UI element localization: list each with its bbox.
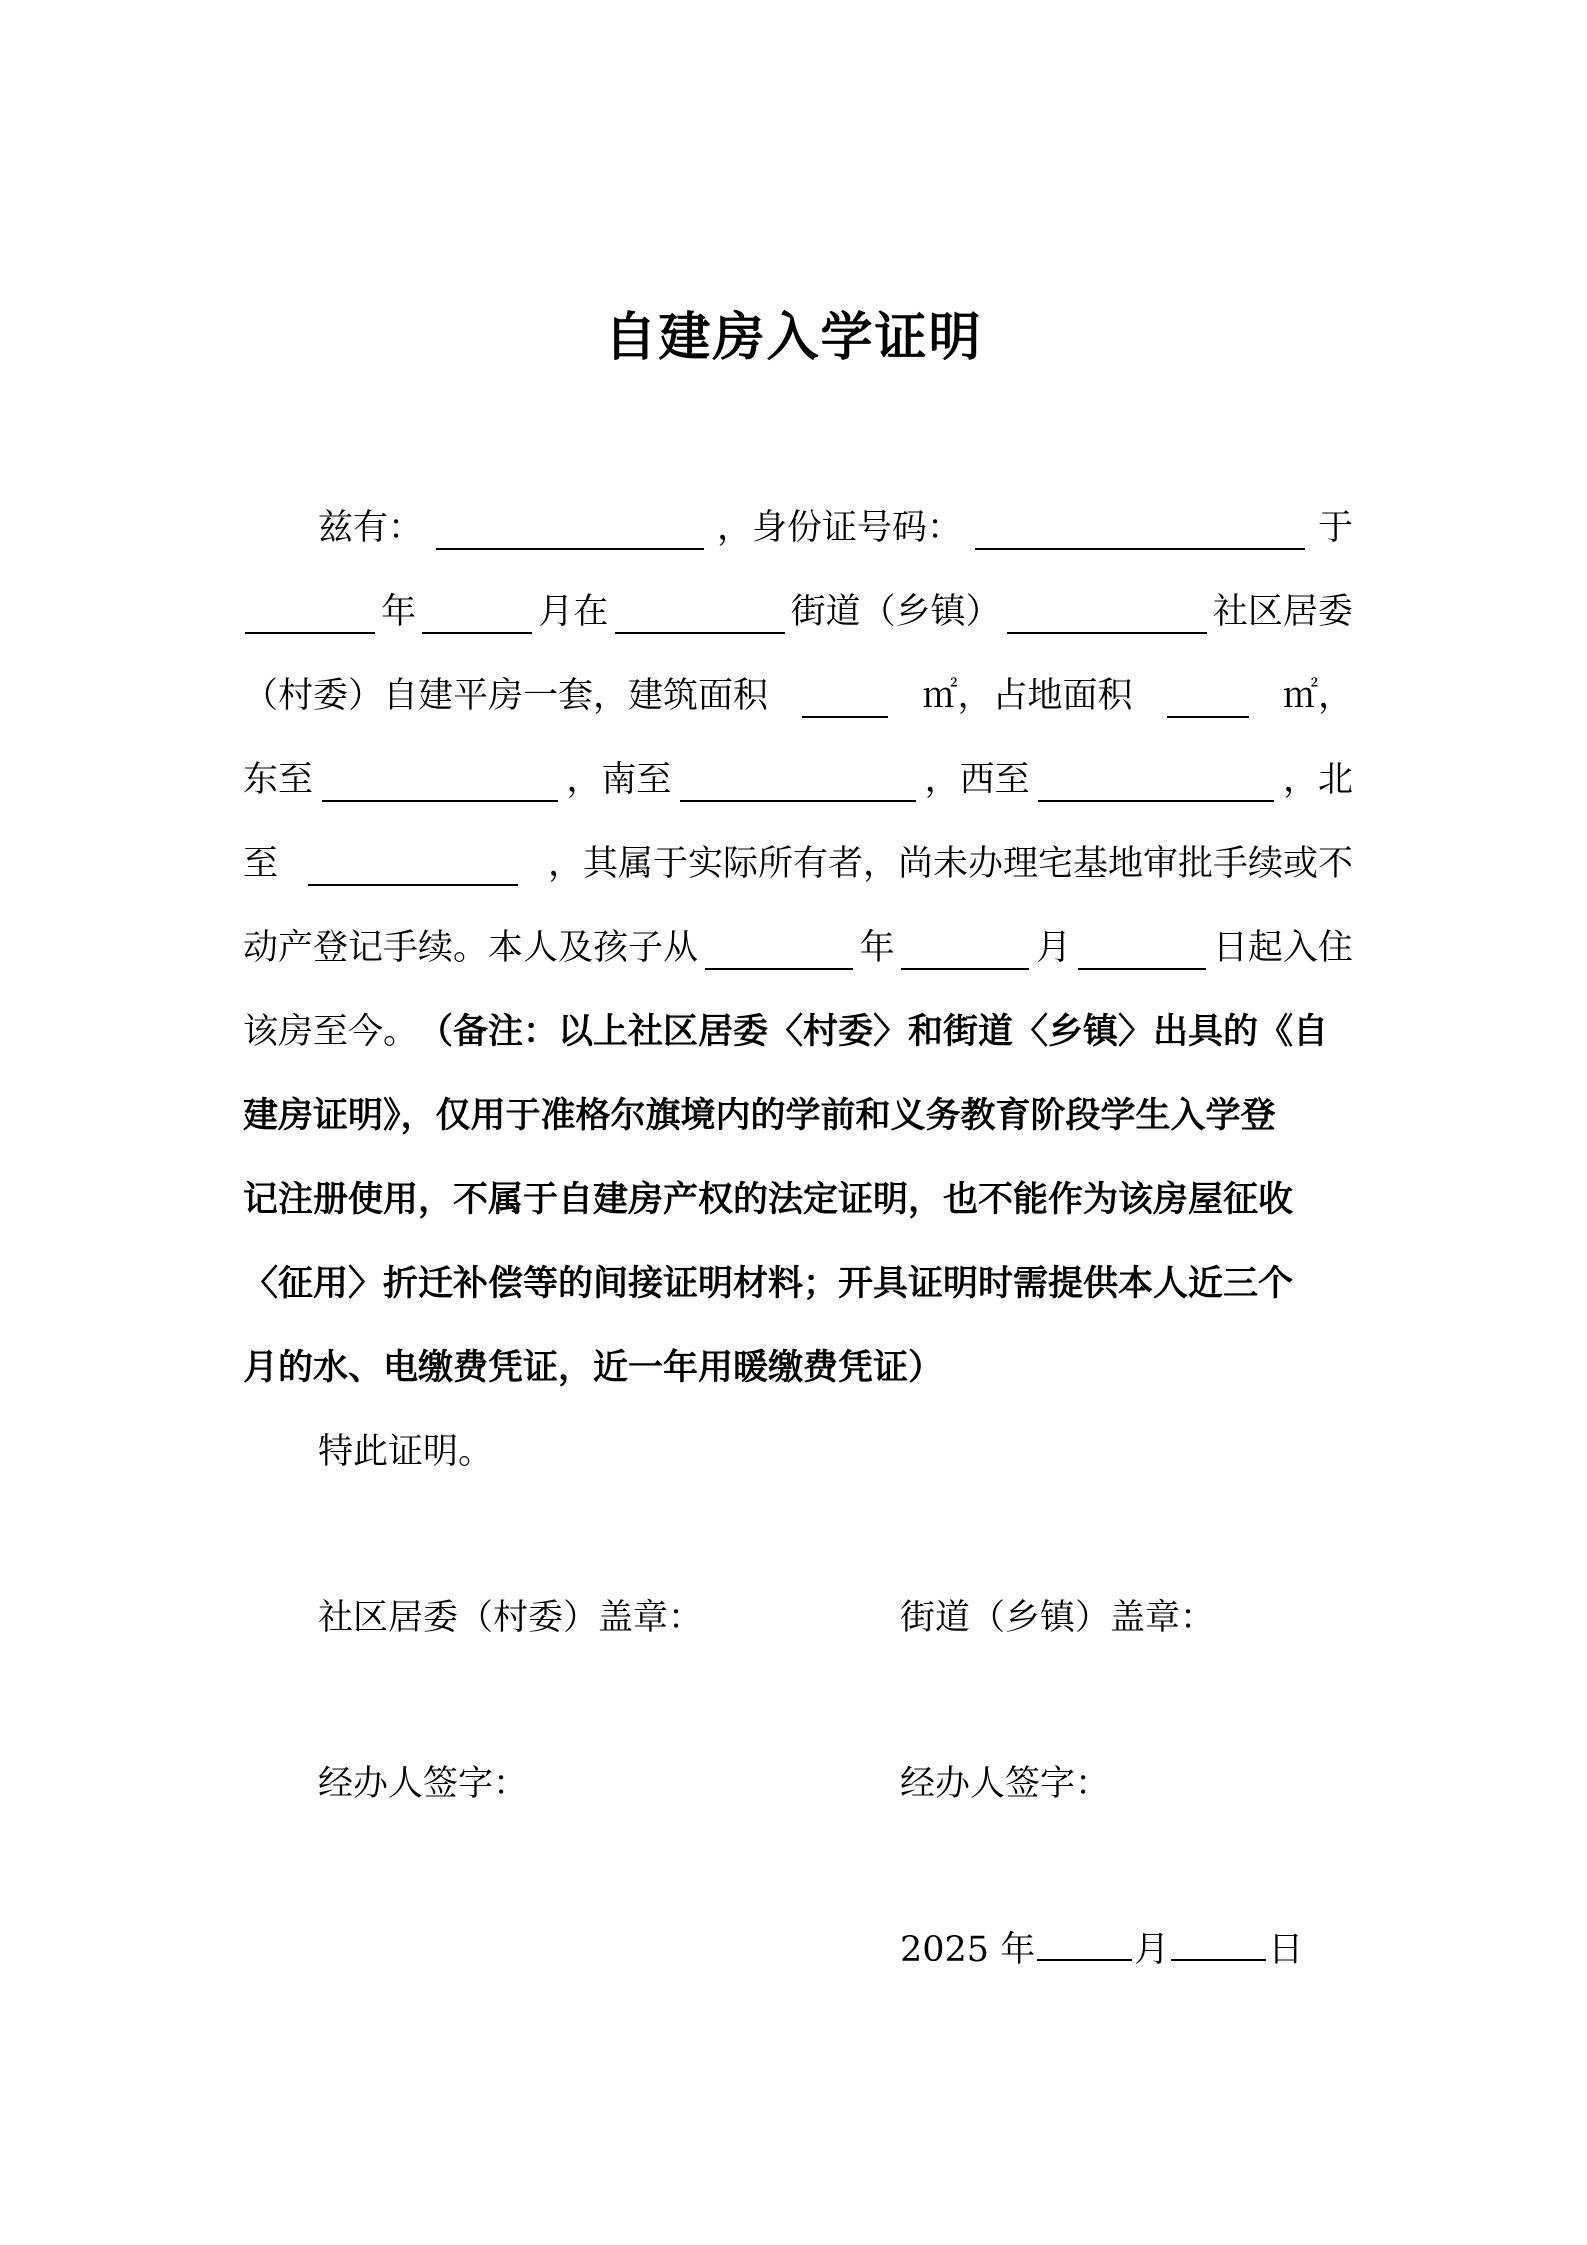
date-month-label: 月 [1134, 1930, 1170, 1970]
line-4 [243, 738, 1353, 822]
line-5 [243, 822, 1353, 906]
blank-build-month[interactable] [422, 590, 532, 634]
blank-street[interactable] [615, 590, 785, 634]
label-to: 至 [243, 844, 279, 884]
text-until-now: 该房至今。 [243, 1012, 419, 1052]
label-move-year: 年 [859, 928, 895, 968]
blank-move-day[interactable] [1078, 926, 1206, 970]
note-line-1: 建房证明》，仅用于准格尔旗境内的学前和义务教育阶段学生入学登 [243, 1096, 1276, 1136]
blank-south[interactable] [680, 758, 916, 802]
label-move-day: 日起入住 [1212, 928, 1353, 968]
label-east: 东至 [243, 760, 314, 800]
date-line [900, 1908, 1303, 1992]
line-6 [243, 906, 1353, 990]
date-year: 2025 年 [900, 1930, 1036, 1970]
handler-signature-left: 经办人签字： [318, 1764, 529, 1804]
label-building-area: （村委）自建平房一套，建筑面积 [243, 676, 769, 716]
handler-signature-right: 经办人签字： [900, 1764, 1111, 1804]
blank-date-day[interactable] [1171, 1917, 1266, 1961]
blank-build-year[interactable] [245, 590, 375, 634]
blank-date-month[interactable] [1037, 1917, 1132, 1961]
label-id-number: ，身份证号码： [716, 508, 962, 548]
label-land-area: ㎡，占地面积 [922, 676, 1133, 716]
blank-building-area[interactable] [802, 674, 888, 718]
street-seal-label: 街道（乡镇）盖章： [900, 1598, 1216, 1638]
label-south: ，南至 [566, 760, 672, 800]
label-move-month: 月 [1036, 928, 1072, 968]
text-ownership: ，其属于实际所有者，尚未办理宅基地审批手续或不 [547, 844, 1353, 884]
label-name: 兹有： [318, 508, 424, 548]
label-month-at: 月在 [538, 592, 609, 632]
blank-community[interactable] [1007, 590, 1207, 634]
document-title: 自建房入学证明 [604, 308, 983, 368]
note-line-4: 月的水、电缴费凭证，近一年用暖缴费凭证） [243, 1348, 944, 1388]
blank-east[interactable] [322, 758, 558, 802]
closing-text: 特此证明。 [318, 1432, 494, 1472]
blank-west[interactable] [1038, 758, 1274, 802]
blank-name[interactable] [436, 506, 704, 550]
label-year: 年 [381, 592, 417, 632]
line-3 [243, 654, 1353, 738]
note-line-2: 记注册使用，不属于自建房产权的法定证明，也不能作为该房屋征收 [243, 1180, 1294, 1220]
line-7 [243, 990, 1353, 1074]
blank-land-area[interactable] [1167, 674, 1249, 718]
blank-move-month[interactable] [901, 926, 1029, 970]
label-west: ，西至 [924, 760, 1030, 800]
blank-north[interactable] [308, 842, 518, 886]
note-start: （备注：以上社区居委〈村委〉和街道〈乡镇〉出具的《自 [418, 1012, 1329, 1052]
community-seal-label: 社区居委（村委）盖章： [318, 1598, 704, 1638]
line-1 [318, 486, 1353, 570]
date-day-label: 日 [1268, 1930, 1304, 1970]
label-north: ，北 [1282, 760, 1353, 800]
blank-id-number[interactable] [975, 506, 1305, 550]
note-line-3: 〈征用〉折迁补偿等的间接证明材料；开具证明时需提供本人近三个 [243, 1264, 1294, 1304]
text-residence-from: 动产登记手续。本人及孩子从 [243, 928, 699, 968]
blank-move-year[interactable] [705, 926, 853, 970]
label-community-committee: 社区居委 [1212, 592, 1353, 632]
line-2 [243, 570, 1353, 654]
label-street-town: 街道（乡镇） [790, 592, 1001, 632]
label-at: 于 [1317, 508, 1353, 548]
label-sqm: ㎡， [1282, 676, 1353, 716]
